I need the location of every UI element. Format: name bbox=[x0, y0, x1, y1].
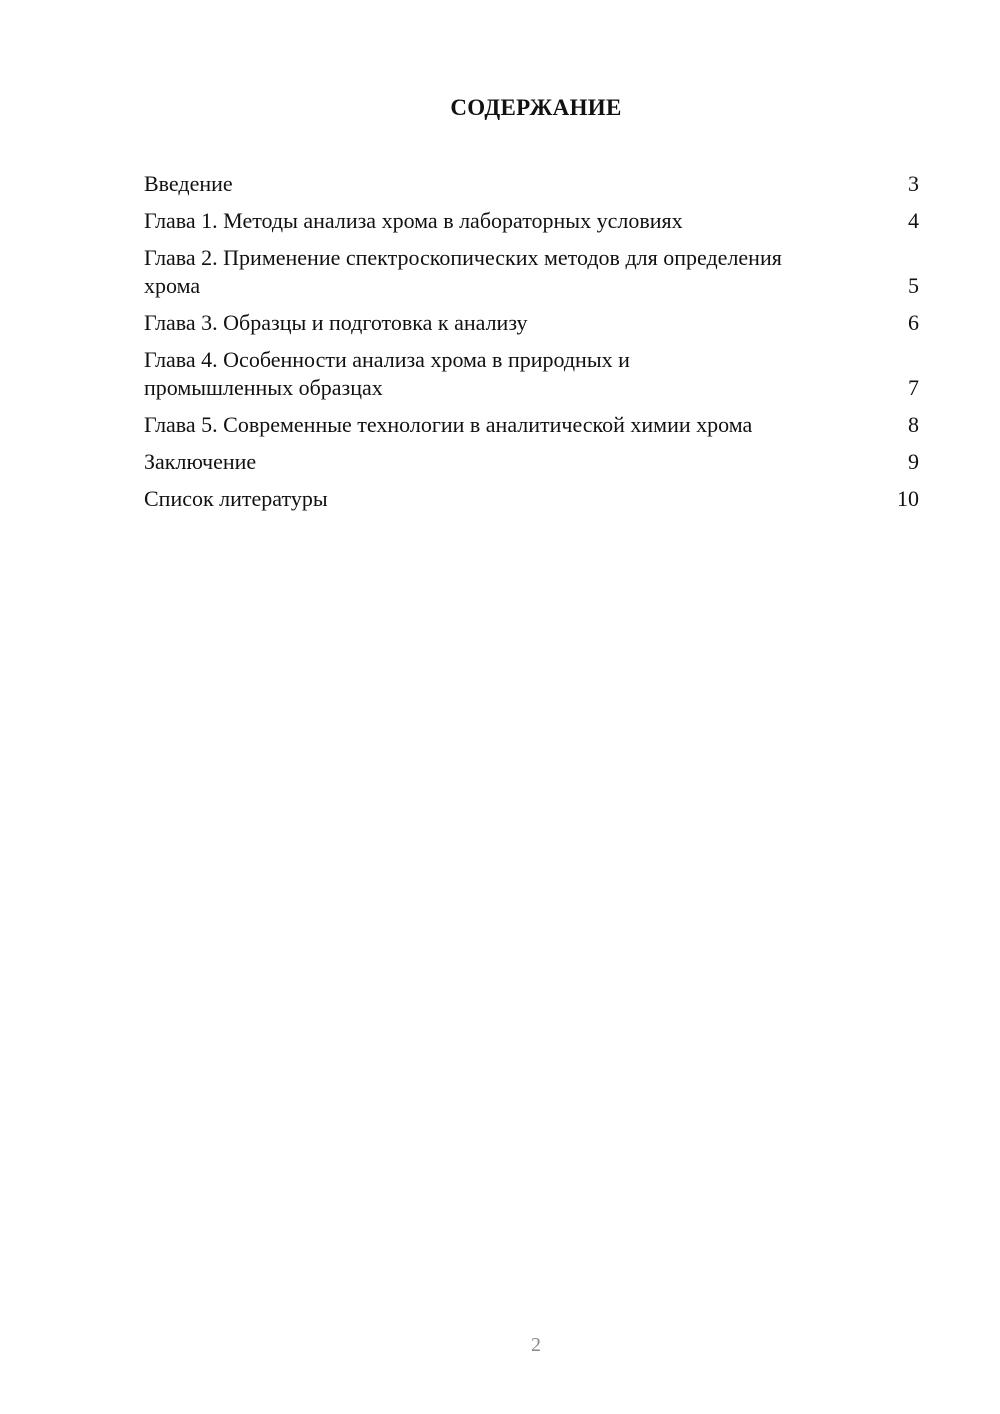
page-number: 2 bbox=[531, 1334, 541, 1356]
toc-entry-text: Глава 1. Методы анализа хрома в лабораторных условиях bbox=[144, 208, 683, 233]
toc-entry-page: 7 bbox=[908, 375, 919, 400]
toc-entry-page: 4 bbox=[908, 208, 919, 233]
toc-entry-chapter-1 bbox=[144, 207, 919, 235]
toc-entry-text: Список литературы bbox=[144, 486, 328, 511]
toc-entry-chapter-5 bbox=[144, 411, 919, 439]
toc-entry-chapter-4 bbox=[144, 346, 919, 402]
toc-entry-page: 6 bbox=[908, 310, 919, 335]
toc-entry-text: Глава 5. Современные технологии в аналитической химии хрома bbox=[144, 412, 753, 437]
toc-entry-chapter-2 bbox=[144, 244, 919, 300]
page-title: СОДЕРЖАНИЕ bbox=[450, 95, 622, 120]
toc-entry-page: 10 bbox=[897, 486, 919, 511]
toc-entry-conclusion bbox=[144, 448, 919, 476]
table-of-contents bbox=[144, 170, 919, 522]
toc-entry-text: Введение bbox=[144, 171, 233, 196]
toc-entry-text: Глава 2. Применение спектроскопических методов для определения хрома bbox=[144, 245, 782, 298]
toc-entry-text: Глава 4. Особенности анализа хрома в природных и промышленных образцах bbox=[144, 347, 630, 400]
toc-entry-references bbox=[144, 485, 919, 513]
toc-entry-text: Глава 3. Образцы и подготовка к анализу bbox=[144, 310, 528, 335]
toc-entry-page: 5 bbox=[908, 273, 919, 298]
toc-entry-page: 3 bbox=[908, 171, 919, 196]
toc-entry-page: 8 bbox=[908, 412, 919, 437]
toc-entry-text: Заключение bbox=[144, 449, 257, 474]
toc-entry-chapter-3 bbox=[144, 309, 919, 337]
toc-entry-page: 9 bbox=[908, 449, 919, 474]
toc-entry-introduction bbox=[144, 170, 919, 198]
